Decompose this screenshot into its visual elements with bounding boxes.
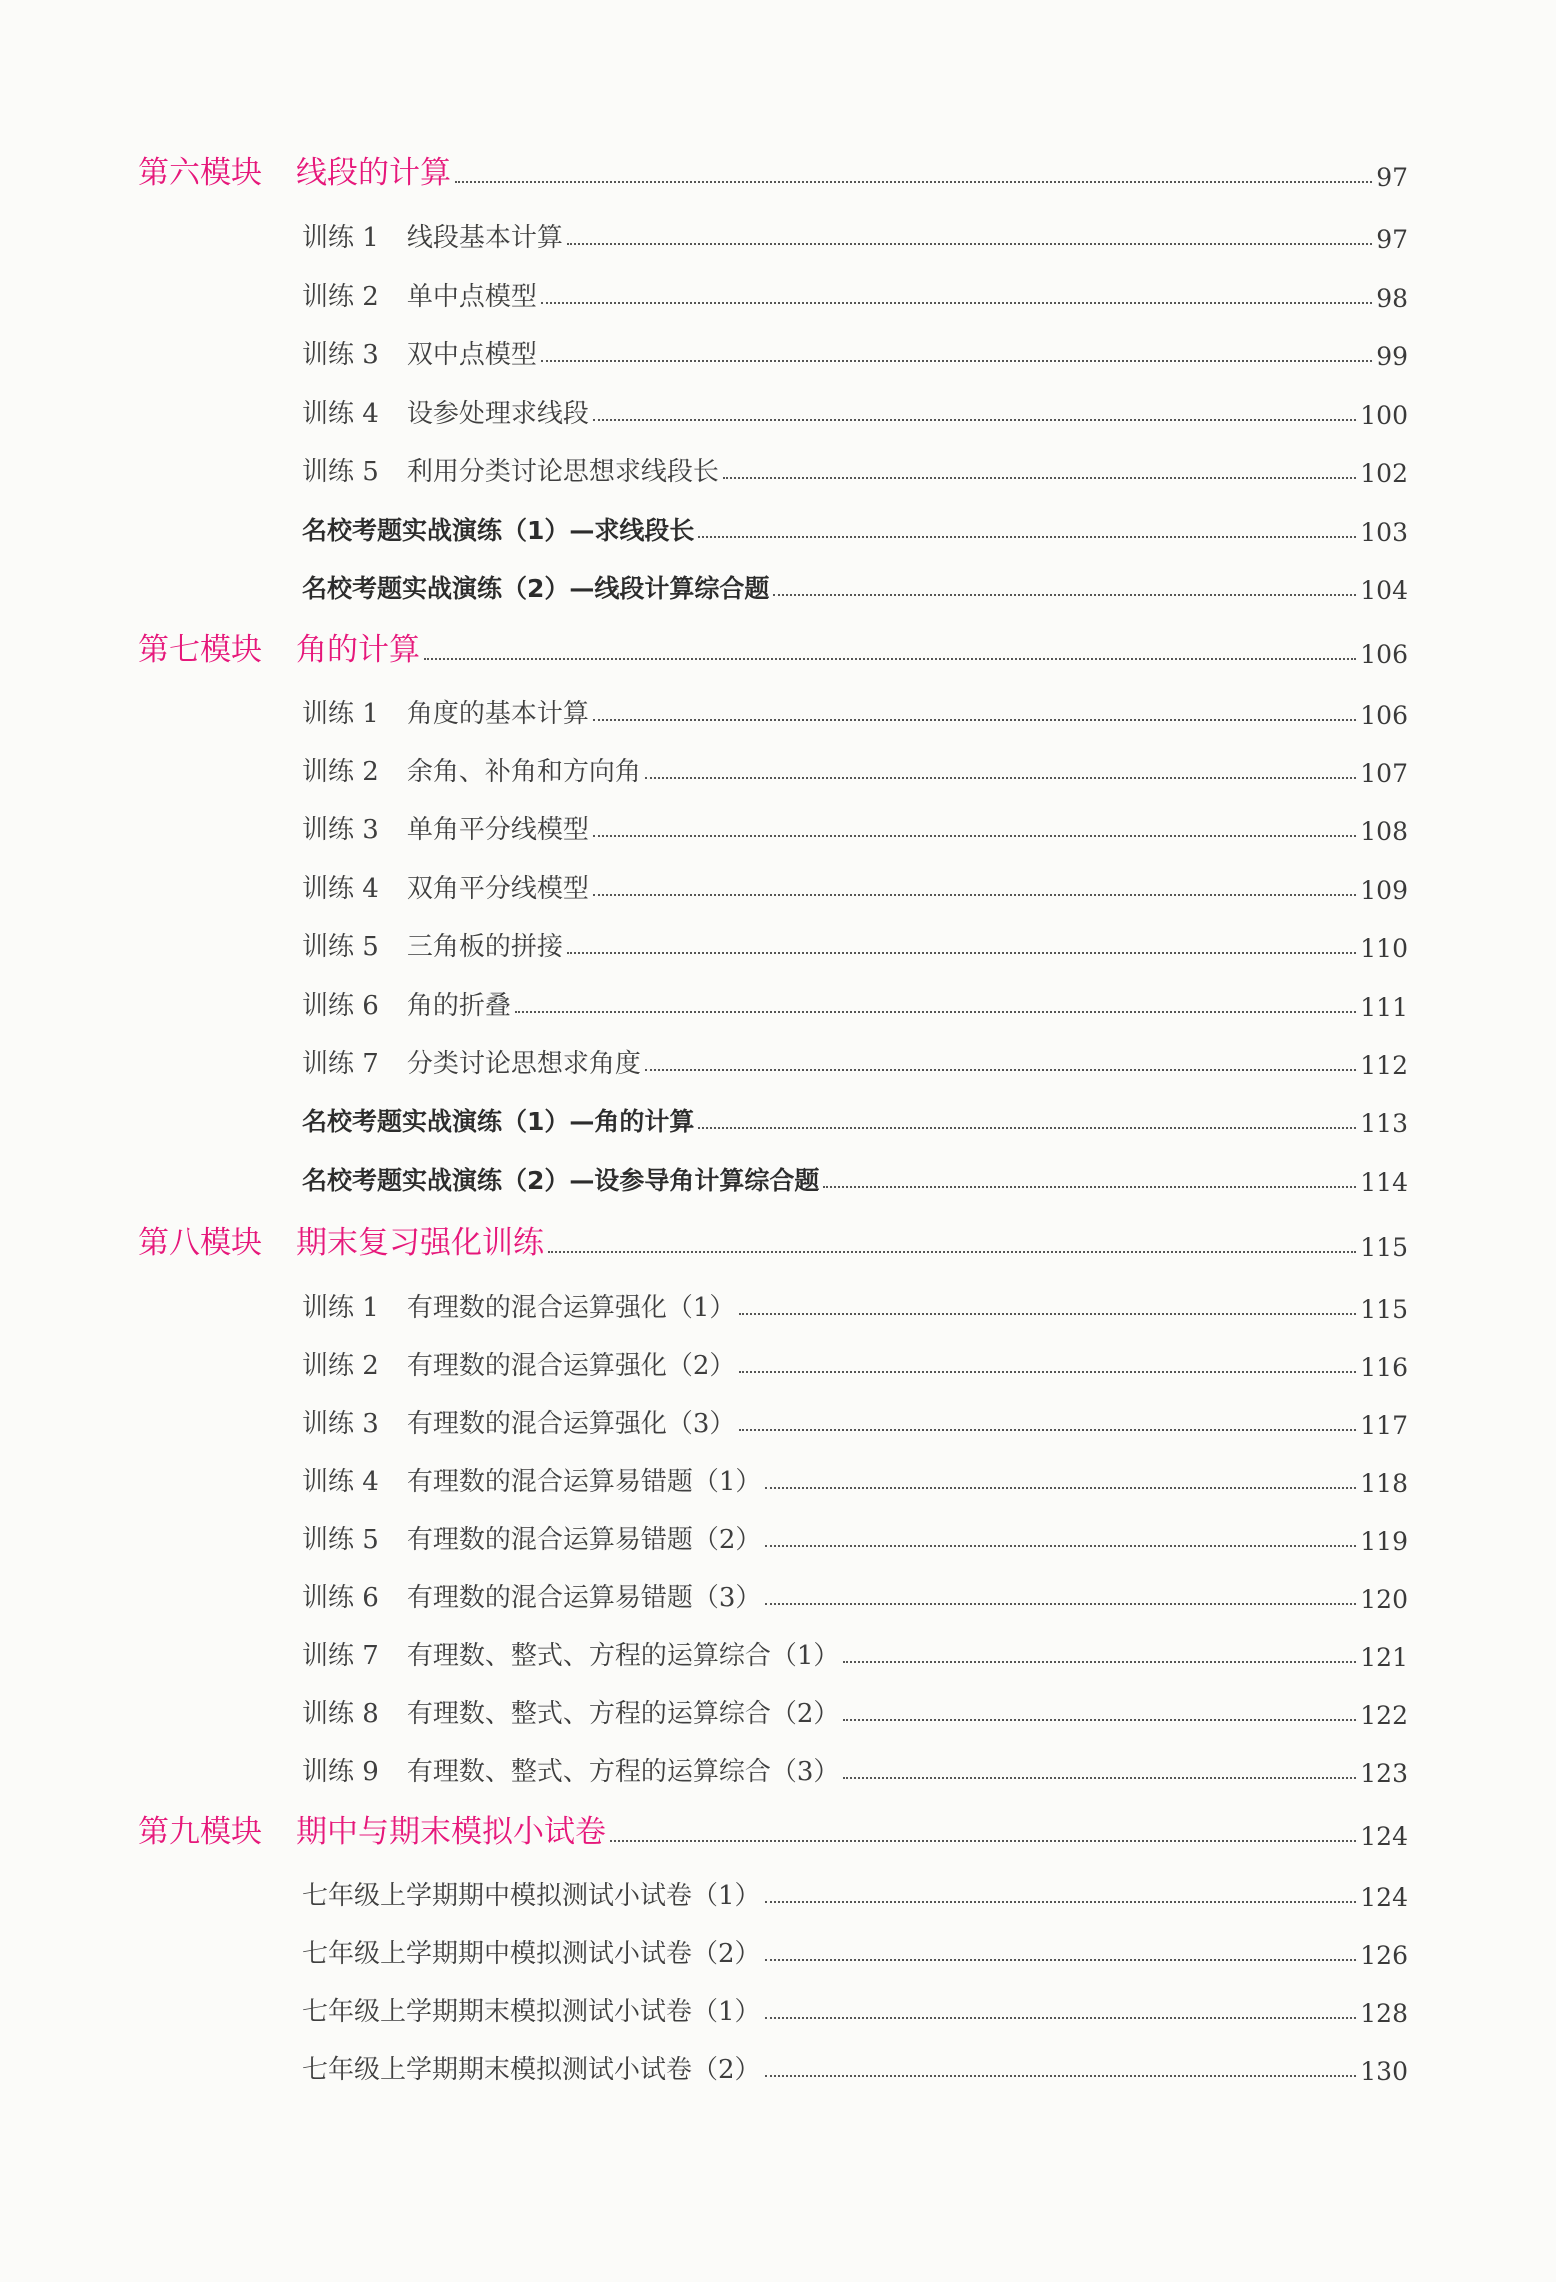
page-number: 107 [1360, 759, 1408, 788]
dot-leader [765, 1545, 1356, 1547]
entry-title: 有理数、整式、方程的运算综合（3） [406, 1757, 840, 1787]
dot-leader [765, 1603, 1356, 1605]
module-number: 第六模块 [138, 155, 262, 191]
toc-entry[interactable] [302, 507, 1408, 547]
entry-title: 分类讨论思想求角度 [406, 1049, 641, 1079]
dot-leader [645, 777, 1356, 779]
toc-entry[interactable] [302, 2046, 1408, 2086]
entry-title: 有理数、整式、方程的运算综合（1） [406, 1641, 840, 1671]
entry-label [302, 1461, 761, 1498]
entry-label [302, 1751, 839, 1788]
dot-leader [567, 243, 1372, 245]
entry-number: 训练 5 [302, 1525, 379, 1555]
page-number: 115 [1360, 1233, 1408, 1262]
page-number: 106 [1360, 701, 1408, 730]
entry-title: 七年级上学期期中模拟测试小试卷（1） [302, 1881, 761, 1911]
module-title: 角的计算 [296, 632, 420, 668]
entry-label [302, 985, 511, 1022]
entry-number: 训练 6 [302, 1583, 379, 1613]
entry-title: 有理数的混合运算强化（2） [406, 1351, 736, 1381]
entry-label [302, 751, 641, 788]
entry-number: 训练 2 [302, 757, 379, 787]
entry-title: 单角平分线模型 [406, 815, 589, 845]
entry-label [302, 809, 589, 846]
entry-number: 训练 1 [302, 699, 379, 729]
dot-leader [739, 1313, 1356, 1315]
page-number: 119 [1360, 1527, 1408, 1556]
page-number: 128 [1360, 1999, 1408, 2028]
dot-leader [739, 1371, 1356, 1373]
dot-leader [843, 1719, 1356, 1721]
toc-entry[interactable] [302, 1284, 1408, 1324]
module-heading[interactable] [138, 625, 1408, 669]
page-number: 108 [1360, 817, 1408, 846]
dot-leader [610, 1840, 1356, 1842]
page-number: 114 [1360, 1168, 1408, 1197]
page-number: 112 [1360, 1051, 1408, 1080]
dot-leader [823, 1186, 1356, 1188]
toc-entry[interactable] [302, 1458, 1408, 1498]
entry-label [302, 217, 563, 254]
page-number: 124 [1360, 1822, 1408, 1851]
toc-entry[interactable] [302, 923, 1408, 963]
module-label [138, 147, 451, 192]
entry-label [302, 1403, 735, 1440]
module-title: 线段的计算 [296, 155, 451, 191]
entry-label [302, 334, 537, 371]
entry-title: 双角平分线模型 [406, 874, 589, 904]
entry-title: 名校考题实战演练（1）—求线段长 [302, 516, 695, 545]
entry-label [302, 276, 537, 313]
page-number: 118 [1360, 1469, 1408, 1498]
page-number: 98 [1376, 284, 1408, 313]
entry-label [302, 2049, 761, 2086]
entry-number: 训练 4 [302, 874, 379, 904]
toc-entry[interactable] [302, 1632, 1408, 1672]
toc-entry[interactable] [302, 1930, 1408, 1970]
page-number: 100 [1360, 401, 1408, 430]
toc-entry[interactable] [302, 1988, 1408, 2028]
entry-title: 七年级上学期期中模拟测试小试卷（2） [302, 1939, 761, 1969]
entry-title: 名校考题实战演练（2）—线段计算综合题 [302, 574, 770, 603]
entry-title: 单中点模型 [406, 282, 537, 312]
module-heading[interactable] [138, 1218, 1408, 1262]
module-label [138, 624, 420, 669]
dot-leader [567, 952, 1356, 954]
entry-title: 有理数的混合运算易错题（3） [406, 1583, 762, 1613]
toc-entry[interactable] [302, 1040, 1408, 1080]
entry-title: 三角板的拼接 [406, 932, 563, 962]
page-number: 123 [1360, 1759, 1408, 1788]
toc-entry[interactable] [302, 806, 1408, 846]
entry-label [302, 693, 589, 730]
entry-label [302, 1519, 761, 1556]
page-number: 111 [1360, 993, 1408, 1022]
dot-leader [593, 835, 1356, 837]
page-number: 130 [1360, 2057, 1408, 2086]
page-number: 102 [1360, 459, 1408, 488]
module-number: 第八模块 [138, 1225, 262, 1261]
page-number: 99 [1376, 342, 1408, 371]
entry-title: 名校考题实战演练（2）—设参导角计算综合题 [302, 1166, 820, 1195]
dot-leader [548, 1251, 1356, 1253]
dot-leader [541, 360, 1372, 362]
dot-leader [455, 181, 1372, 183]
entry-label [302, 1287, 735, 1324]
page-number: 124 [1360, 1883, 1408, 1912]
dot-leader [723, 477, 1356, 479]
toc-entry[interactable] [302, 565, 1408, 605]
page-number: 126 [1360, 1941, 1408, 1970]
entry-number: 训练 5 [302, 457, 379, 487]
toc-entry[interactable] [302, 331, 1408, 371]
dot-leader [424, 658, 1356, 660]
entry-number: 训练 4 [302, 399, 379, 429]
entry-number: 训练 7 [302, 1641, 379, 1671]
entry-label [302, 1991, 761, 2028]
entry-label [302, 1043, 641, 1080]
entry-label [302, 511, 694, 547]
page-number: 121 [1360, 1643, 1408, 1672]
dot-leader [843, 1777, 1356, 1779]
toc-entry[interactable] [302, 690, 1408, 730]
toc-entry[interactable] [302, 1690, 1408, 1730]
entry-label [302, 1577, 761, 1614]
page-number: 122 [1360, 1701, 1408, 1730]
toc-entry[interactable] [302, 390, 1408, 430]
entry-number: 训练 9 [302, 1757, 379, 1787]
entry-title: 有理数的混合运算强化（1） [406, 1293, 736, 1323]
entry-number: 训练 6 [302, 991, 379, 1021]
entry-title: 有理数的混合运算强化（3） [406, 1409, 736, 1439]
module-number: 第七模块 [138, 632, 262, 668]
page-number: 110 [1360, 934, 1408, 963]
entry-title: 角度的基本计算 [406, 699, 589, 729]
dot-leader [765, 1959, 1357, 1961]
toc-entry[interactable] [302, 1157, 1408, 1197]
page-number: 97 [1376, 163, 1408, 192]
dot-leader [739, 1429, 1356, 1431]
toc-entry[interactable] [302, 1748, 1408, 1788]
entry-number: 训练 7 [302, 1049, 379, 1079]
entry-title: 有理数的混合运算易错题（1） [406, 1467, 762, 1497]
entry-number: 训练 5 [302, 932, 379, 962]
dot-leader [515, 1011, 1356, 1013]
entry-title: 设参处理求线段 [406, 399, 589, 429]
entry-number: 训练 3 [302, 815, 379, 845]
toc-entry[interactable] [302, 1574, 1408, 1614]
entry-title: 有理数、整式、方程的运算综合（2） [406, 1699, 840, 1729]
entry-number: 训练 3 [302, 1409, 379, 1439]
entry-label [302, 1693, 839, 1730]
module-title: 期中与期末模拟小试卷 [296, 1814, 606, 1850]
entry-number: 训练 1 [302, 223, 379, 253]
page-number: 113 [1360, 1109, 1408, 1138]
dot-leader [541, 302, 1372, 304]
entry-label [302, 1933, 761, 1970]
toc-entry[interactable] [302, 1516, 1408, 1556]
page-number: 104 [1360, 576, 1408, 605]
dot-leader [593, 894, 1356, 896]
module-heading[interactable] [138, 148, 1408, 192]
entry-label [302, 393, 589, 430]
entry-title: 利用分类讨论思想求线段长 [406, 457, 719, 487]
entry-title: 名校考题实战演练（1）—角的计算 [302, 1107, 695, 1136]
entry-label [302, 868, 589, 905]
dot-leader [773, 594, 1356, 596]
module-label [138, 1806, 606, 1851]
dot-leader [765, 2075, 1357, 2077]
toc-entry[interactable] [302, 1400, 1408, 1440]
page-number: 117 [1360, 1411, 1408, 1440]
module-heading[interactable] [138, 1807, 1408, 1851]
toc-entry[interactable] [302, 1342, 1408, 1382]
toc-entry[interactable] [302, 1872, 1408, 1912]
entry-label [302, 1345, 735, 1382]
dot-leader [765, 2017, 1357, 2019]
toc-entry[interactable] [302, 748, 1408, 788]
entry-title: 七年级上学期期末模拟测试小试卷（2） [302, 2055, 761, 2085]
entry-title: 线段基本计算 [406, 223, 563, 253]
toc-entry[interactable] [302, 1098, 1408, 1138]
dot-leader [843, 1661, 1356, 1663]
toc-entry[interactable] [302, 865, 1408, 905]
dot-leader [765, 1901, 1357, 1903]
entry-label [302, 569, 769, 605]
page-number: 115 [1360, 1295, 1408, 1324]
entry-label [302, 926, 563, 963]
module-title: 期末复习强化训练 [296, 1225, 544, 1261]
entry-label [302, 1875, 761, 1912]
page-number: 116 [1360, 1353, 1408, 1382]
entry-label [302, 1635, 839, 1672]
dot-leader [698, 1127, 1356, 1129]
entry-number: 训练 2 [302, 282, 379, 312]
entry-title: 七年级上学期期末模拟测试小试卷（1） [302, 1997, 761, 2027]
toc-entry[interactable] [302, 273, 1408, 313]
entry-number: 训练 4 [302, 1467, 379, 1497]
entry-number: 训练 8 [302, 1699, 379, 1729]
dot-leader [765, 1487, 1356, 1489]
dot-leader [698, 536, 1356, 538]
entry-title: 余角、补角和方向角 [406, 757, 641, 787]
page-number: 106 [1360, 640, 1408, 669]
toc-entry[interactable] [302, 982, 1408, 1022]
entry-title: 双中点模型 [406, 340, 537, 370]
entry-number: 训练 2 [302, 1351, 379, 1381]
page-number: 97 [1376, 225, 1408, 254]
dot-leader [645, 1069, 1356, 1071]
entry-number: 训练 3 [302, 340, 379, 370]
page-number: 120 [1360, 1585, 1408, 1614]
module-number: 第九模块 [138, 1814, 262, 1850]
entry-label [302, 1161, 819, 1197]
dot-leader [593, 719, 1356, 721]
entry-number: 训练 1 [302, 1293, 379, 1323]
dot-leader [593, 419, 1356, 421]
module-label [138, 1217, 544, 1262]
entry-title: 角的折叠 [406, 991, 511, 1021]
toc-entry[interactable] [302, 214, 1408, 254]
page-number: 109 [1360, 876, 1408, 905]
entry-title: 有理数的混合运算易错题（2） [406, 1525, 762, 1555]
entry-label [302, 451, 719, 488]
page-number: 103 [1360, 518, 1408, 547]
entry-label [302, 1102, 694, 1138]
toc-entry[interactable] [302, 448, 1408, 488]
